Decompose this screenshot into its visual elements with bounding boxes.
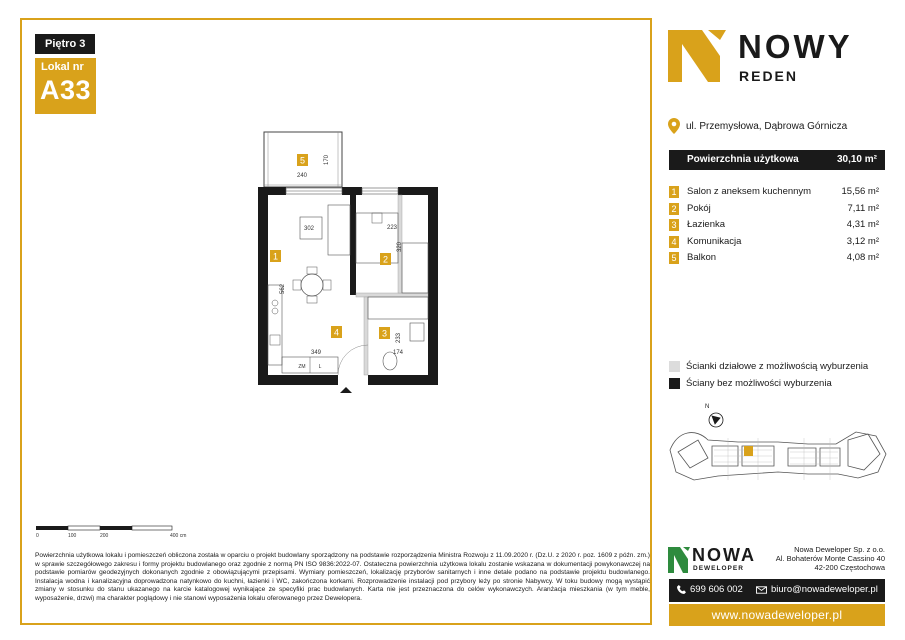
nowy-reden-logo [668, 30, 878, 90]
removable-swatch [669, 361, 680, 372]
floor-badge: Piętro 3 [35, 34, 95, 54]
room4-number: 4 [333, 327, 340, 338]
room-area: 4,31 m² [846, 219, 879, 230]
email-icon [756, 586, 767, 594]
scale-tick-label: 400 cm [170, 533, 187, 539]
room-name: Pokój [687, 202, 711, 214]
logo-mark-icon [668, 30, 728, 82]
bed [356, 213, 398, 263]
phone-icon [677, 585, 686, 594]
legend-fixed [669, 378, 832, 389]
phone-number: 699 606 002 [690, 584, 743, 595]
site-plan [668, 400, 888, 510]
list-item [669, 201, 879, 218]
zm-label: ZM [298, 364, 306, 370]
dim-label: 170 [324, 154, 330, 166]
room-list [669, 184, 879, 267]
wall-mid [350, 195, 356, 295]
room-area: 4,08 m² [846, 252, 879, 263]
room1-number: 1 [272, 251, 279, 262]
dim-label: 320 [397, 241, 403, 253]
email-address: biuro@nowadeweloper.pl [771, 584, 878, 595]
dim-label: 233 [396, 332, 402, 344]
phone-contact[interactable] [677, 584, 743, 595]
nowa-deweloper-logo [668, 545, 768, 575]
wall-bottom-left [258, 375, 338, 385]
scale-tick-label: 200 [100, 533, 109, 539]
scale-bar [36, 522, 196, 542]
room-name: Balkon [687, 252, 717, 263]
dim-label: 240 [296, 173, 308, 179]
company-street: Al. Bohaterów Monte Cassino 40 [775, 554, 885, 563]
frame-left-line [20, 18, 22, 625]
location-pin-icon [668, 118, 680, 134]
brand-subname: REDEN [739, 68, 799, 84]
website-link[interactable]: www.nowadeweloper.pl [669, 604, 885, 626]
room-area: 15,56 m² [841, 186, 879, 197]
room-area: 7,11 m² [847, 202, 879, 214]
frame-right-line [650, 18, 652, 624]
company-city: 42-200 Częstochowa [814, 563, 885, 572]
wall-bottom-right [368, 375, 438, 385]
partition-bath-left [364, 297, 368, 375]
nowa-logo-text: NOWA [692, 545, 756, 565]
contact-bar [669, 579, 885, 602]
room-name: Salon z aneksem kuchennym [687, 186, 812, 197]
room-area: 3,12 m² [846, 235, 879, 247]
wall-top-right [342, 187, 362, 195]
wall-right [428, 187, 438, 385]
frame-top-line [20, 18, 652, 20]
legend-removable [669, 361, 868, 372]
company-info [776, 545, 885, 572]
legend-fixed-text: Ściany bez możliwości wyburzenia [686, 378, 832, 389]
partition-bath-top [356, 293, 428, 297]
unit-label: Lokal nr [41, 61, 84, 73]
room-name: Łazienka [687, 219, 726, 230]
scale-tick-label: 0 [36, 533, 39, 539]
room-number: 3 [669, 219, 679, 231]
list-item [669, 250, 879, 267]
scale-tick-label: 100 [68, 533, 77, 539]
wall-left [258, 187, 268, 385]
unit-location-marker [744, 446, 753, 456]
compass-label: N [705, 404, 710, 410]
fixed-swatch [669, 378, 680, 389]
legend-removable-text: Ścianki działowe z możliwością wyburzenia [686, 361, 869, 372]
list-item [669, 234, 879, 251]
unit-badge [35, 58, 96, 114]
nowa-logo-mark-icon [668, 547, 690, 573]
balcony-number: 5 [299, 155, 306, 166]
dim-label: 562 [280, 283, 286, 295]
company-name: Nowa Deweloper Sp. z o.o. [794, 545, 885, 554]
list-item [669, 217, 879, 234]
frame-bottom-line [20, 623, 652, 625]
email-contact[interactable] [756, 584, 878, 595]
address [668, 118, 847, 134]
nowa-logo-subtext: DEWELOPER [693, 565, 744, 572]
usable-area-bar [669, 150, 885, 170]
unit-number: A33 [40, 75, 92, 105]
brand-name: NOWY [738, 28, 853, 65]
dim-label: 349 [310, 350, 322, 356]
room3-number: 3 [381, 328, 388, 339]
room2-number: 2 [382, 254, 389, 265]
room-number: 5 [669, 252, 679, 264]
list-item [669, 184, 879, 201]
usable-area-label: Powierzchnia użytkowa [687, 154, 799, 165]
l-label: L [318, 364, 322, 370]
disclaimer-note: Powierzchnia użytkowa lokalu i pomieszczeń obliczona została w oparciu o projekt budowlany sporządzony na podstawie rozporządzenia Ministra Rozwoju z 11.09.2020 r. (Dz.U. z 2020 r. poz. 1609 z późn. zm.) w sprawie szczegółowego zakresu i formy projektu budowlanego oraz zgodnie z normą PN ISO 9836:2022-07. Ostateczna powierzchnia użytkowa lokalu zostanie wskazana w dokumentacji powykonawczej na podstawie pomiarów geodezyjnych dokonanych zgodnie z obowiązującymi przepisami. Wymiary pomieszczeń, lokalizację przyborów sanitarnych i inne detale podano na podstawie projektu budowlanego. Instalacja wodna i kanalizacyjna doprowadzona natynkowo do kuchni, łazienki i WC, zakończona korkami. Rozprowadzenie instalacji pod przybory leży po stronie Nabywcy. W toku budowy mogą wystąpić zmiany w stosunku do stanu ukazanego na karcie katalogowej wynikające ze specyfiki prac budowlanych. Karta nie jest przeznaczona do celów wykonawczych. Aranżacja mieszkania (w tym meble, wyposażenie, drzwi) ma charakter poglądowy i nie stanowi wyposażenia lokalu oferowanego przez Dewelopera. [35, 552, 650, 602]
dim-label: 302 [303, 226, 315, 232]
floor-plan [240, 125, 460, 395]
room-name: Komunikacja [687, 235, 742, 247]
room-number: 2 [669, 203, 679, 215]
address-text: ul. Przemysłowa, Dąbrowa Górnicza [686, 120, 848, 132]
room-number: 1 [669, 186, 679, 198]
dim-label: 174 [392, 350, 404, 356]
usable-area-value: 30,10 m² [836, 154, 877, 165]
compass-icon [709, 413, 723, 427]
room-number: 4 [669, 236, 679, 248]
dim-label: 223 [386, 225, 398, 231]
dining-table [301, 274, 323, 296]
